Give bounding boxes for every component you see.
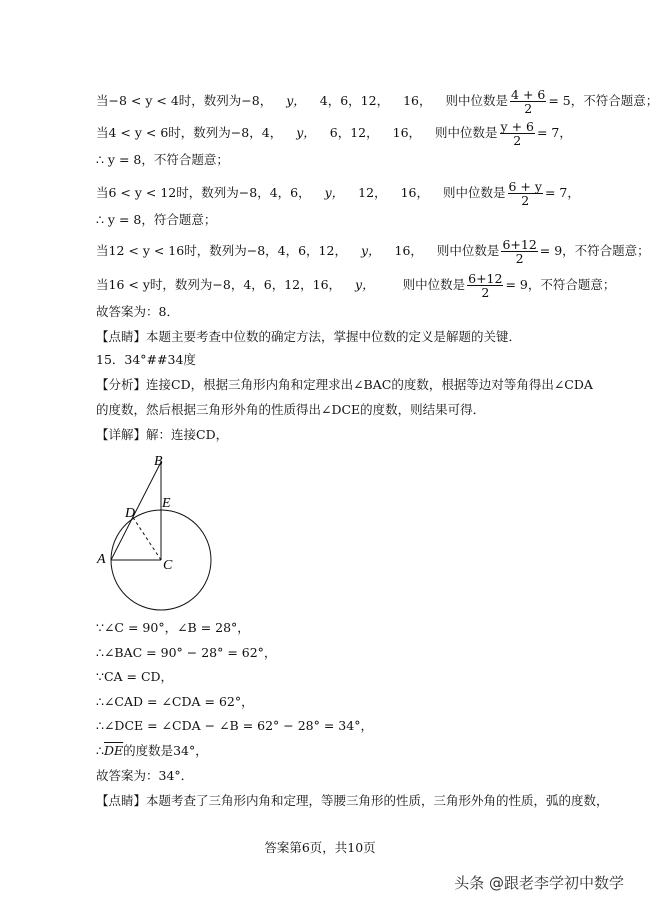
label-b: B	[154, 454, 163, 469]
step-line-5: ∴∠DCE = ∠CDA − ∠B = 62° − 28° = 34°，	[96, 718, 373, 733]
page-footer: 答案第6页，共10页	[264, 840, 376, 855]
fraction: $\frac{4 + 6}{2}$	[511, 87, 546, 116]
step-line-1: ∵∠C = 90°，∠B = 28°，	[96, 620, 250, 635]
arc-de: $\overline{DE}$	[103, 743, 124, 758]
case-line-1: 当−8 < y < 4时，数列为−8， y， 4，6，12， 16， 则中位数是 $\frac{4 + 6}{2}$ = 5，不符合题意；	[96, 87, 658, 116]
analysis-line-1: 【分析】连接CD，根据三角形内角和定理求出∠BAC的度数，根据等边对等角得出∠CDA	[96, 377, 593, 392]
segment-cd-dashed	[132, 516, 161, 560]
case-line-6: 当12 < y < 16时，数列为−8，4，6，12， y， 16， 则中位数是 $\frac{6+12}{2}$ = 9，不符合题意；	[96, 237, 650, 266]
final-answer-line: 故答案为：34°．	[96, 768, 194, 783]
step-line-4: ∴∠CAD = ∠CDA = 62°，	[96, 694, 254, 709]
label-e: E	[162, 496, 171, 511]
label-d: D	[125, 506, 136, 521]
analysis-line-2: 的度数，然后根据三角形外角的性质得出∠DCE的度数，则结果可得．	[96, 402, 486, 417]
case-line-4: 当6 < y < 12时，数列为−8，4，6， y， 12， 16， 则中位数是 $\frac{6 + y}{2}$ = 7，	[96, 179, 580, 208]
conclusion-line-5: ∴ y = 8，符合题意；	[96, 212, 217, 227]
solution-heading: 【详解】解：连接CD，	[96, 427, 229, 442]
geometry-figure	[96, 452, 226, 622]
conclusion-line-3: ∴ y = 8，不符合题意；	[96, 152, 229, 167]
fraction: $\frac{y + 6}{2}$	[500, 119, 534, 148]
remark-line-2: 【点睛】本题考查了三角形内角和定理，等腰三角形的性质，三角形外角的性质，弧的度数，	[96, 793, 609, 808]
step-line-2: ∴∠BAC = 90° − 28° = 62°，	[96, 645, 277, 660]
case-line-2: 当4 < y < 6时，数列为−8，4， y， 6，12， 16， 则中位数是 $\frac{y + 6}{2}$ = 7，	[96, 119, 572, 148]
remark-line: 【点睛】本题主要考查中位数的确定方法，掌握中位数的定义是解题的关键．	[96, 329, 522, 344]
case-line-7: 当16 < y时，数列为−8，4，6，12，16， y， 则中位数是 $\frac{6+12}{2}$ = 9，不符合题意；	[96, 271, 616, 300]
fraction: $\frac{6+12}{2}$	[468, 271, 503, 300]
label-a: A	[97, 552, 106, 567]
step-line-3: ∵CA = CD，	[96, 669, 174, 684]
fraction: $\frac{6+12}{2}$	[502, 237, 537, 266]
fraction: $\frac{6 + y}{2}$	[508, 179, 542, 208]
step-line-6: $\therefore\overline{DE}$的度数是34°，	[96, 743, 208, 758]
answer-line: 故答案为：8．	[96, 304, 179, 319]
watermark: 头条 @跟老李学初中数学	[454, 874, 624, 892]
label-c: C	[163, 558, 173, 573]
question-number: 15．34°##34度	[96, 352, 196, 367]
